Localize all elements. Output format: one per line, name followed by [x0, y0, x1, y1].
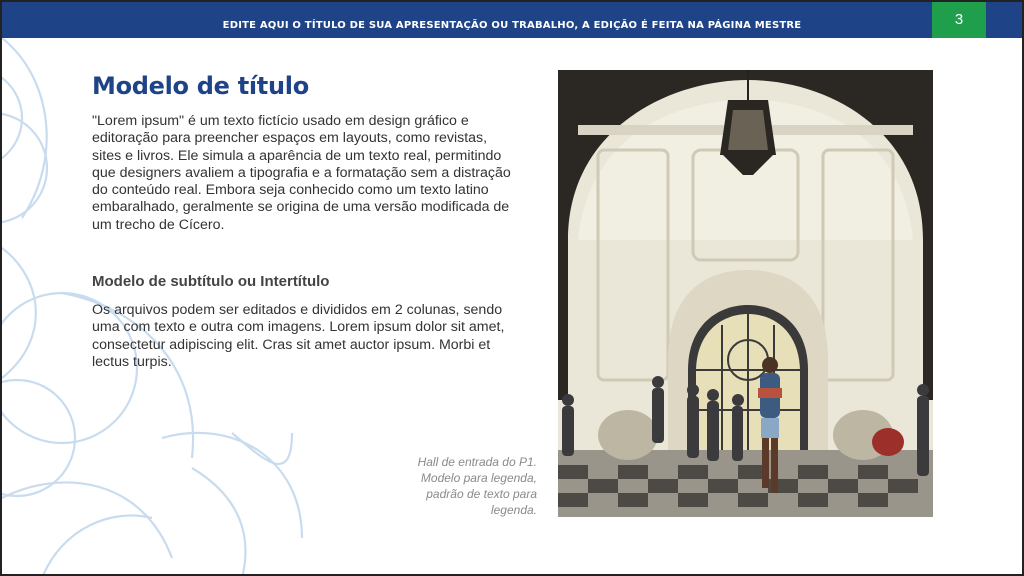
slide-title: Modelo de título — [92, 72, 309, 100]
subtitle: Modelo de subtítulo ou Intertítulo — [92, 273, 330, 290]
caption-line: legenda. — [490, 503, 537, 517]
photo-caption — [402, 454, 537, 518]
caption-line: Hall de entrada do P1. — [417, 455, 537, 469]
hall-photo — [558, 70, 933, 517]
caption-line: padrão de texto para — [426, 487, 537, 501]
body-paragraph-1: "Lorem ipsum" é um texto fictício usado em design gráfico e editoração para preencher espaços em layouts, como revistas, sites e livros. Ele simula a aparência de um texto real, permitindo que designers avaliem a tipografia e a formatação sem a distração do conteúdo real. Embora seja conhecido como um texto latino embaralhado, geralmente se origina de uma versão modificada de um trecho de Cícero. — [92, 113, 511, 233]
header-title: EDITE AQUI O TÍTULO DE SUA APRESENTAÇÃO OU TRABALHO, A EDIÇÃO É FEITA NA PÁGINA MESTRE — [222, 20, 802, 31]
body-paragraph-2: Os arquivos podem ser editados e divididos em 2 colunas, sendo uma com texto e outra com imagens. Lorem ipsum dolor sit amet, consectetur adipiscing elit. Cras sit amet auctor ipsum. Morbi et lectus turpis. — [92, 302, 505, 370]
header-bar — [2, 2, 1022, 38]
page-number-badge: 3 — [932, 2, 986, 38]
caption-line: Modelo para legenda, — [420, 471, 537, 485]
